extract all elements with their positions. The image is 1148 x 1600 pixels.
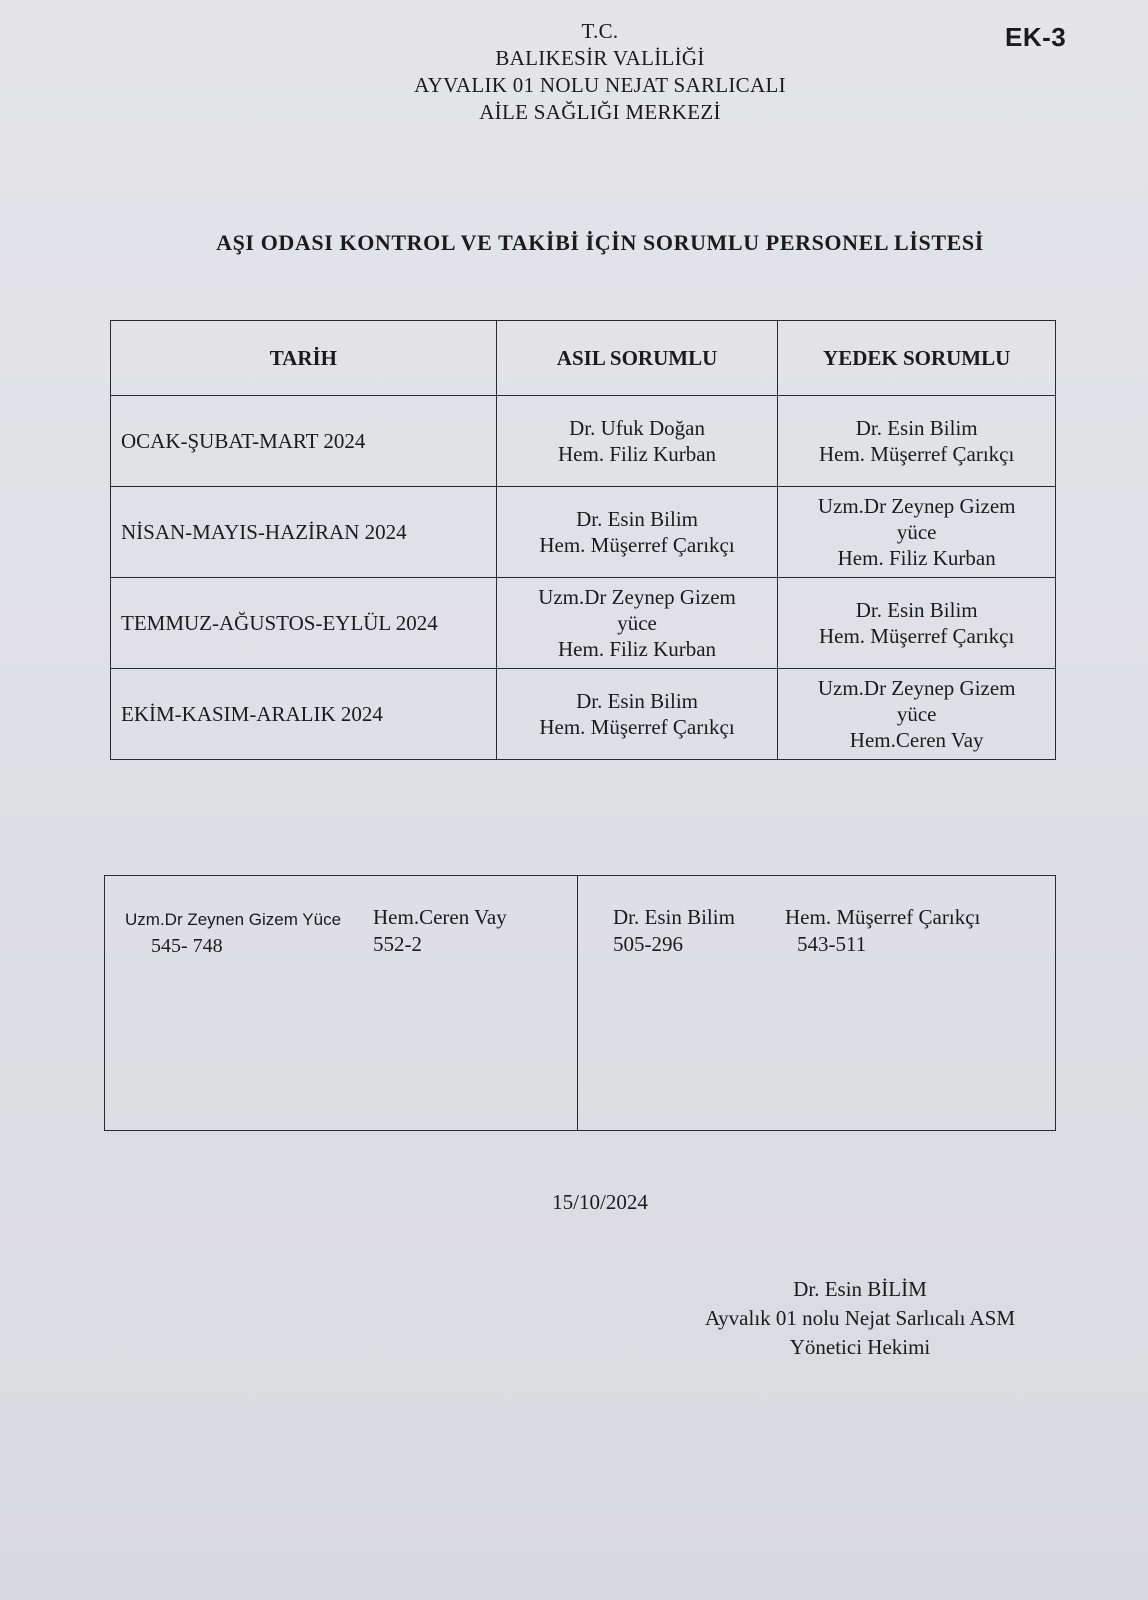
person-line: Uzm.Dr Zeynep Gizem bbox=[817, 676, 1016, 700]
header-date: TARİH bbox=[111, 321, 497, 396]
person-line: yüce bbox=[896, 702, 937, 726]
main-responsible-cell bbox=[496, 669, 778, 760]
contact-muserref-carikci bbox=[785, 904, 980, 958]
signatory-organization: Ayvalık 01 nolu Nejat Sarlıcalı ASM bbox=[704, 1306, 1016, 1330]
main-responsible-cell bbox=[496, 396, 778, 487]
person-line: Dr. Ufuk Doğan bbox=[569, 416, 705, 440]
contact-phone: 543-511 bbox=[797, 932, 867, 956]
contact-name: Hem. Müşerref Çarıkçı bbox=[785, 905, 981, 929]
contact-name: Hem.Ceren Vay bbox=[373, 905, 507, 929]
header-backup-responsible: YEDEK SORUMLU bbox=[778, 321, 1056, 396]
contact-ceren-vay bbox=[373, 904, 507, 958]
person-line: yüce bbox=[617, 611, 657, 635]
period-cell: TEMMUZ-AĞUSTOS-EYLÜL 2024 bbox=[111, 578, 497, 669]
document-title: AŞI ODASI KONTROL VE TAKİBİ İÇİN SORUMLU PERSONEL LİSTESİ bbox=[216, 230, 984, 255]
annex-label: EK-3 bbox=[1005, 22, 1067, 52]
signature-block bbox=[660, 1275, 1060, 1362]
backup-responsible-cell bbox=[778, 669, 1056, 760]
table-row bbox=[111, 669, 1056, 760]
person-line: Uzm.Dr Zeynep Gizem bbox=[538, 585, 736, 609]
header-line-1: T.C. bbox=[581, 19, 619, 43]
person-line: Hem. Filiz Kurban bbox=[558, 442, 717, 466]
person-line: Hem. Filiz Kurban bbox=[837, 546, 996, 570]
table-row bbox=[111, 396, 1056, 487]
contact-name: Uzm.Dr Zeynen Gizem Yüce bbox=[125, 910, 342, 929]
person-line: Dr. Esin Bilim bbox=[855, 416, 978, 440]
contact-zeynep-gizem-yuce bbox=[125, 906, 341, 960]
table-header-row bbox=[111, 321, 1056, 396]
person-line: yüce bbox=[896, 520, 937, 544]
backup-responsible-cell bbox=[778, 396, 1056, 487]
header-line-3: AYVALIK 01 NOLU NEJAT SARLICALI bbox=[414, 73, 786, 97]
contact-box-divider bbox=[577, 876, 578, 1130]
table-row bbox=[111, 487, 1056, 578]
contact-name: Dr. Esin Bilim bbox=[613, 905, 735, 929]
contact-phone: 505-296 bbox=[613, 932, 683, 956]
period-cell: OCAK-ŞUBAT-MART 2024 bbox=[111, 396, 497, 487]
document-date: 15/10/2024 bbox=[552, 1190, 648, 1214]
main-responsible-cell bbox=[496, 487, 778, 578]
signatory-name: Dr. Esin BİLİM bbox=[793, 1277, 927, 1301]
person-line: Hem. Müşerref Çarıkçı bbox=[539, 533, 735, 557]
signatory-role: Yönetici Hekimi bbox=[789, 1335, 931, 1359]
header-line-2: BALIKESİR VALİLİĞİ bbox=[495, 46, 705, 70]
person-line: Uzm.Dr Zeynep Gizem bbox=[817, 494, 1016, 518]
contact-phone: 552-2 bbox=[373, 932, 422, 956]
person-line: Hem. Müşerref Çarıkçı bbox=[818, 624, 1015, 648]
backup-responsible-cell bbox=[778, 578, 1056, 669]
person-line: Dr. Esin Bilim bbox=[855, 598, 978, 622]
table-row bbox=[111, 578, 1056, 669]
person-line: Hem. Müşerref Çarıkçı bbox=[539, 715, 735, 739]
main-responsible-cell bbox=[496, 578, 778, 669]
contact-esin-bilim bbox=[613, 904, 735, 958]
header-line-4: AİLE SAĞLIĞI MERKEZİ bbox=[479, 100, 721, 124]
backup-responsible-cell bbox=[778, 487, 1056, 578]
header-main-responsible: ASIL SORUMLU bbox=[496, 321, 778, 396]
person-line: Dr. Esin Bilim bbox=[576, 507, 698, 531]
contact-box bbox=[104, 875, 1056, 1131]
person-line: Hem.Ceren Vay bbox=[849, 728, 984, 752]
person-line: Hem. Filiz Kurban bbox=[558, 637, 717, 661]
person-line: Hem. Müşerref Çarıkçı bbox=[818, 442, 1015, 466]
person-line: Dr. Esin Bilim bbox=[576, 689, 698, 713]
contact-phone: 545- 748 bbox=[151, 935, 223, 957]
period-cell: NİSAN-MAYIS-HAZİRAN 2024 bbox=[111, 487, 497, 578]
responsibility-table bbox=[110, 320, 1056, 760]
period-cell: EKİM-KASIM-ARALIK 2024 bbox=[111, 669, 497, 760]
institution-header bbox=[350, 18, 850, 126]
